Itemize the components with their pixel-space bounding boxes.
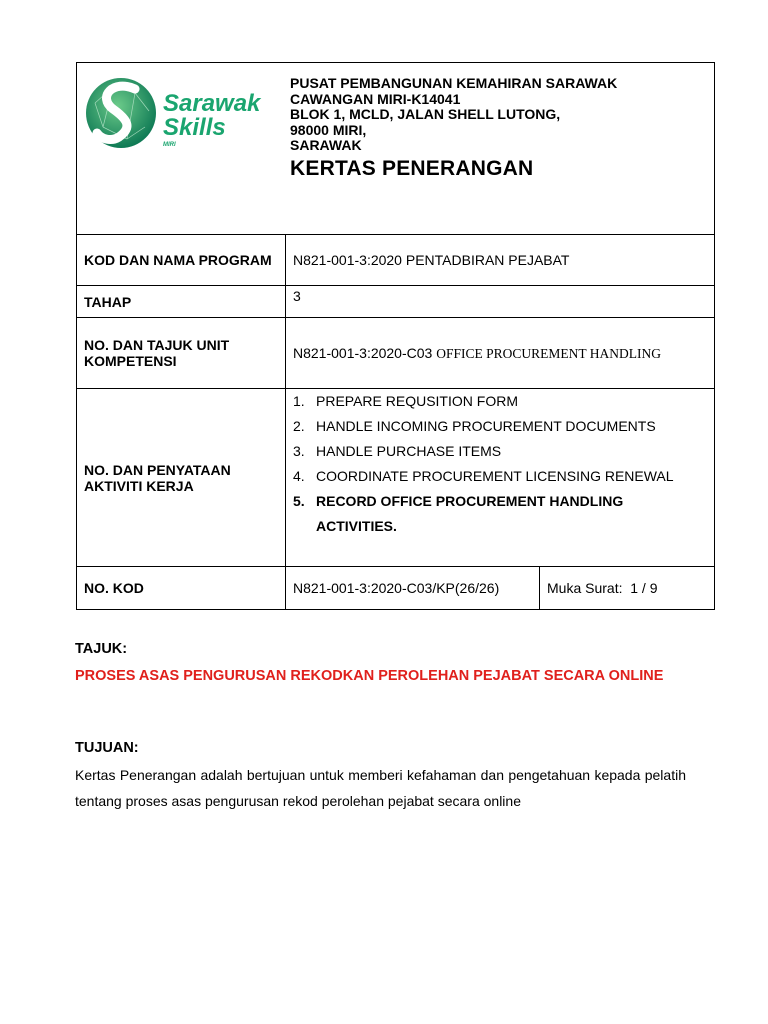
info-table: [76, 62, 715, 610]
address-line: PUSAT PEMBANGUNAN KEMAHIRAN SARAWAK: [290, 75, 618, 91]
program-row: [77, 235, 715, 286]
tujuan-label: TUJUAN:: [75, 740, 139, 756]
tujuan-text: Kertas Penerangan adalah bertujuan untuk memberi kefahaman dan pengetahuan kepada pelatih tentang proses asas pengurusan rekod perolehan pejabat secara online: [75, 767, 686, 809]
activity-item: 5. RECORD OFFICE PROCUREMENT HANDLING ACTIVITIES.: [293, 493, 624, 534]
unit-code: N821-001-3:2020-C03: [293, 344, 433, 361]
kod-label: NO. KOD: [77, 567, 286, 610]
logo-sub: MIRI: [163, 142, 176, 148]
address-line: 98000 MIRI,: [290, 121, 367, 138]
header-cell: [77, 63, 715, 235]
tahap-value: 3: [286, 286, 715, 318]
logo-brand-line1: Sarawak: [163, 90, 261, 117]
unit-value: [286, 318, 715, 389]
program-label: KOD DAN NAMA PROGRAM: [77, 235, 286, 286]
tajuk-label: TAJUK:: [75, 641, 128, 657]
address-line: SARAWAK: [290, 137, 362, 153]
logo-brand-line2: Skills: [163, 114, 226, 141]
kod-row: [77, 567, 715, 610]
activity-item: 3. HANDLE PURCHASE ITEMS: [293, 443, 502, 459]
activities-list: [293, 389, 714, 539]
tahap-label: TAHAP: [77, 286, 286, 318]
activity-item: 4. COORDINATE PROCUREMENT LICENSING RENEWAL: [293, 468, 674, 484]
program-value: N821-001-3:2020 PENTADBIRAN PEJABAT: [286, 235, 715, 286]
activities-cell: [286, 389, 715, 567]
unit-label: NO. DAN TAJUK UNIT KOMPETENSI: [77, 318, 286, 389]
tajuk-text: PROSES ASAS PENGURUSAN REKODKAN PEROLEHAN PEJABAT SECARA ONLINE: [75, 668, 664, 684]
address-line: BLOK 1, MCLD, JALAN SHELL LUTONG,: [290, 106, 561, 122]
address-line: CAWANGAN MIRI-K14041: [290, 90, 461, 107]
document-title: KERTAS PENERANGAN: [290, 157, 534, 180]
header-row: [77, 63, 715, 235]
unit-row: [77, 318, 715, 389]
organization-address: [290, 76, 617, 154]
kod-value: N821-001-3:2020-C03/KP(26/26): [286, 567, 540, 610]
activities-row: [77, 389, 715, 567]
activities-label: NO. DAN PENYATAAN AKTIVITI KERJA: [77, 389, 286, 567]
activity-item: 2. HANDLE INCOMING PROCUREMENT DOCUMENTS: [293, 418, 656, 434]
unit-title: OFFICE PROCUREMENT HANDLING: [436, 345, 661, 361]
tahap-row: [77, 286, 715, 318]
activity-item: 1. PREPARE REQUSITION FORM: [293, 393, 518, 409]
page-number: Muka Surat: 1 / 9: [540, 567, 715, 610]
sarawak-skills-logo: [83, 75, 283, 151]
